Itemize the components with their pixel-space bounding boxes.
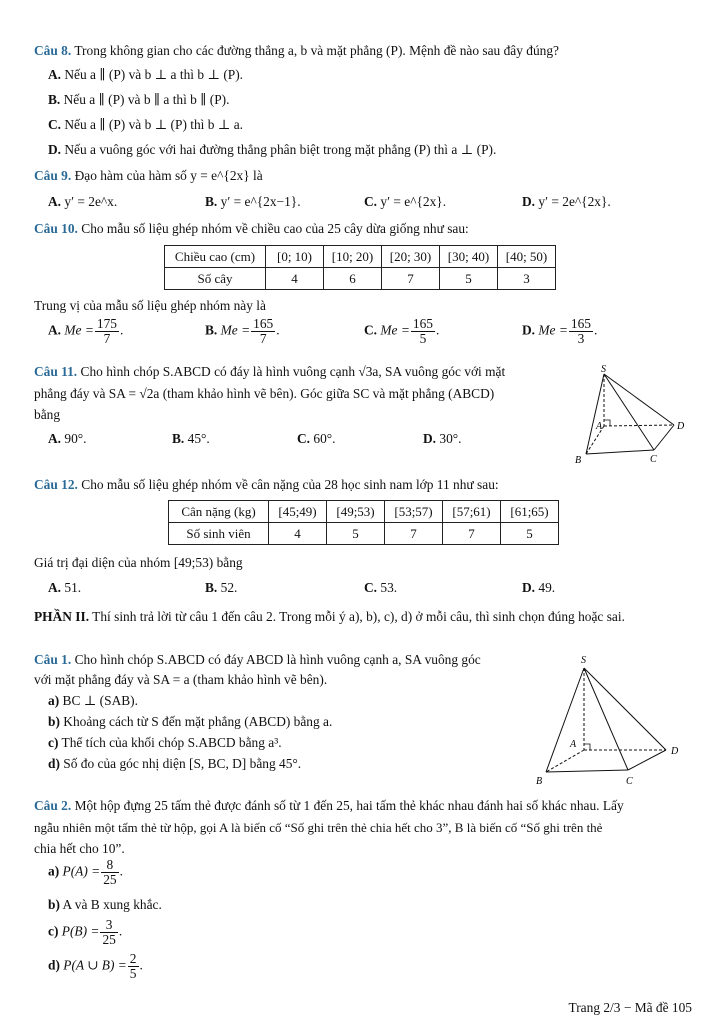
label-C: C bbox=[626, 776, 633, 787]
option-label: D. bbox=[48, 142, 62, 157]
q11-option-c[interactable] bbox=[297, 430, 335, 447]
q11-text-line1: Cho hình chóp S.ABCD có đáy là hình vuông cạnh √3a, SA vuông góc với mặt bbox=[80, 364, 506, 379]
label-D: D bbox=[671, 746, 679, 757]
option-text: Nếu a vuông góc với hai đường thẳng phân biệt trong mặt phẳng (P) thì a ⊥ (P). bbox=[64, 142, 497, 157]
edge-SC bbox=[584, 668, 628, 770]
table-cell: 7 bbox=[443, 523, 501, 545]
option-label: D. bbox=[423, 431, 437, 446]
table-cell: [45;49) bbox=[269, 501, 327, 523]
table-header-cell: Cân nặng (kg) bbox=[169, 501, 269, 523]
option-text: Nếu a ∥ (P) và b ⊥ a thì b ⊥ (P). bbox=[64, 67, 244, 82]
denominator: 25 bbox=[102, 932, 116, 947]
option-text: y′ = 2e^x. bbox=[64, 194, 118, 209]
part2-heading bbox=[34, 608, 625, 625]
option-label: A. bbox=[48, 580, 62, 595]
table-cell: [10; 20) bbox=[324, 246, 382, 268]
q9-option-b[interactable] bbox=[205, 193, 301, 210]
q8-option-b[interactable] bbox=[48, 91, 229, 108]
q8-option-a[interactable] bbox=[48, 66, 243, 83]
denominator: 7 bbox=[103, 331, 111, 346]
p2q2-line1 bbox=[34, 797, 624, 814]
q12-prompt: Giá trị đại diện của nhóm [49;53) bằng bbox=[34, 555, 243, 570]
fraction bbox=[128, 952, 139, 981]
p2q1-item-a[interactable] bbox=[48, 692, 138, 709]
q11-line2: phẳng đáy và SA = √2a (tham khảo hình vẽ bên). Góc giữa SC và mặt phẳng (ABCD) bbox=[34, 386, 495, 401]
p2q1-pyramid-figure bbox=[528, 652, 688, 792]
item-lhs: P(A) = bbox=[62, 863, 101, 879]
table-cell: 5 bbox=[440, 268, 498, 290]
table-row bbox=[169, 501, 559, 523]
edge-SD bbox=[604, 374, 674, 425]
fraction bbox=[569, 317, 593, 346]
q10-table bbox=[164, 245, 556, 290]
option-label: C. bbox=[297, 431, 311, 446]
option-text: 60°. bbox=[313, 431, 336, 446]
p2q2-text-line1: Một hộp đựng 25 tấm thẻ được đánh số từ 1 đến 25, hai tấm thẻ khác nhau đánh hai số khác nhau. Lấy bbox=[74, 798, 624, 813]
edge-SB bbox=[546, 668, 584, 772]
p2q2-label: Câu 2. bbox=[34, 798, 72, 813]
edge-CD bbox=[654, 425, 674, 450]
q9-text: Đạo hàm của hàm số y = e^{2x} là bbox=[74, 168, 263, 183]
q11-line3: bằng bbox=[34, 407, 61, 422]
q8-text: Trong không gian cho các đường thẳng a, b và mặt phẳng (P). Mệnh đề nào sau đây đúng? bbox=[74, 43, 559, 58]
denominator: 5 bbox=[129, 966, 137, 981]
table-header-cell: Số cây bbox=[165, 268, 266, 290]
option-label: A. bbox=[48, 431, 62, 446]
item-label: c) bbox=[48, 923, 59, 939]
p2q2-line3: chia hết cho 10”. bbox=[34, 841, 125, 856]
p2q2-item-b[interactable] bbox=[48, 896, 162, 913]
option-label: A. bbox=[48, 322, 62, 338]
q11-option-b[interactable] bbox=[172, 430, 210, 447]
denominator: 7 bbox=[259, 331, 267, 346]
p2q1-line1 bbox=[34, 651, 481, 668]
table-header-cell: Số sinh viên bbox=[169, 523, 269, 545]
numerator: 8 bbox=[101, 858, 118, 873]
q11-option-d[interactable] bbox=[423, 430, 461, 447]
option-lhs: Me = bbox=[380, 322, 410, 338]
q10-text: Cho mẫu số liệu ghép nhóm về chiều cao của 25 cây dừa giống như sau: bbox=[81, 221, 469, 236]
p2q2-line2: ngẫu nhiên một tấm thẻ từ hộp, gọi A là biến cố “Số ghi trên thẻ chia hết cho 3”, B là biến cố “Số ghi trên thẻ bbox=[34, 820, 603, 835]
fraction bbox=[251, 317, 275, 346]
q10-label: Câu 10. bbox=[34, 221, 78, 236]
numerator: 165 bbox=[253, 316, 274, 331]
option-label: A. bbox=[48, 67, 62, 82]
q11-pyramid-figure bbox=[570, 362, 690, 467]
edge-SC bbox=[604, 374, 654, 450]
option-text: Nếu a ∥ (P) và b ∥ a thì b ∥ (P). bbox=[63, 92, 230, 107]
q12-text: Cho mẫu số liệu ghép nhóm về cân nặng của 28 học sinh nam lớp 11 như sau: bbox=[81, 477, 499, 492]
q12-option-b[interactable] bbox=[205, 579, 237, 596]
denominator: 5 bbox=[419, 331, 427, 346]
q10-prompt: Trung vị của mẫu số liệu ghép nhóm này là bbox=[34, 298, 266, 313]
table-cell: 5 bbox=[327, 523, 385, 545]
label-D: D bbox=[677, 421, 685, 432]
option-lhs: Me = bbox=[538, 322, 568, 338]
numerator: 3 bbox=[100, 918, 117, 933]
table-cell: [0; 10) bbox=[266, 246, 324, 268]
option-label: C. bbox=[364, 580, 378, 595]
edge-CD bbox=[628, 750, 666, 770]
fraction bbox=[100, 918, 117, 947]
q9-option-d[interactable] bbox=[522, 193, 611, 210]
label-A: A bbox=[570, 739, 577, 750]
table-cell: [20; 30) bbox=[382, 246, 440, 268]
table-cell: [30; 40) bbox=[440, 246, 498, 268]
edge-SB bbox=[586, 374, 604, 454]
option-text: 51. bbox=[64, 580, 82, 595]
table-cell: [61;65) bbox=[501, 501, 559, 523]
part2-label: PHẦN II. bbox=[34, 609, 90, 624]
option-label: B. bbox=[205, 580, 218, 595]
label-S: S bbox=[581, 655, 586, 666]
table-header-cell: Chiều cao (cm) bbox=[165, 246, 266, 268]
table-cell: 4 bbox=[269, 523, 327, 545]
item-text: Khoảng cách từ S đến mặt phẳng (ABCD) bằng a. bbox=[63, 714, 333, 729]
option-text: y′ = e^{2x−1}. bbox=[220, 194, 301, 209]
option-text: 90°. bbox=[64, 431, 87, 446]
item-label: a) bbox=[48, 863, 60, 879]
item-label: d) bbox=[48, 957, 60, 973]
q11-option-a[interactable] bbox=[48, 430, 86, 447]
table-cell: 7 bbox=[382, 268, 440, 290]
edge-AB bbox=[546, 750, 584, 772]
right-angle-mark bbox=[604, 420, 610, 426]
item-text: Số đo của góc nhị diện [S, BC, D] bằng 45°. bbox=[63, 756, 302, 771]
q12-table bbox=[168, 500, 559, 545]
q12-stem bbox=[34, 476, 499, 493]
fraction bbox=[411, 317, 435, 346]
item-label: a) bbox=[48, 693, 60, 708]
edge-BC bbox=[546, 770, 628, 772]
p2q2-item-c[interactable]: c) P(B) = $\frac{3}{25}$ . bbox=[48, 917, 123, 947]
option-lhs: Me = bbox=[64, 322, 94, 338]
right-angle-mark bbox=[584, 744, 590, 750]
option-label: B. bbox=[205, 322, 218, 338]
p2q1-line2: với mặt phẳng đáy và SA = a (tham khảo hình vẽ bên). bbox=[34, 672, 328, 687]
edge-BC bbox=[586, 450, 654, 454]
option-label: C. bbox=[48, 117, 62, 132]
item-text: Thể tích của khối chóp S.ABCD bằng a³. bbox=[61, 735, 282, 750]
item-lhs: P(B) = bbox=[61, 923, 100, 939]
page-footer: Trang 2/3 − Mã đề 105 bbox=[568, 1000, 692, 1015]
p2q1-item-c[interactable] bbox=[48, 734, 282, 751]
q12-option-c[interactable] bbox=[364, 579, 397, 596]
q9-option-a[interactable] bbox=[48, 193, 117, 210]
option-text: Nếu a ∥ (P) và b ⊥ (P) thì b ⊥ a. bbox=[64, 117, 244, 132]
item-text: A và B xung khắc. bbox=[62, 897, 162, 912]
numerator: 175 bbox=[96, 316, 117, 331]
label-B: B bbox=[575, 455, 582, 466]
p2q1-item-b[interactable] bbox=[48, 713, 332, 730]
p2q1-item-d[interactable] bbox=[48, 755, 301, 772]
q10-option-c[interactable]: C. Me = $\frac{165}{5}$ . bbox=[364, 316, 440, 346]
table-cell: 6 bbox=[324, 268, 382, 290]
p2q1-text-line1: Cho hình chóp S.ABCD có đáy ABCD là hình vuông cạnh a, SA vuông góc bbox=[74, 652, 481, 667]
option-label: B. bbox=[205, 194, 218, 209]
q12-option-d[interactable] bbox=[522, 579, 555, 596]
label-B: B bbox=[536, 776, 543, 787]
edge-AD bbox=[604, 425, 674, 426]
option-text: y′ = e^{2x}. bbox=[380, 194, 447, 209]
part2-text: Thí sinh trả lời từ câu 1 đến câu 2. Trong mỗi ý a), b), c), d) ở mỗi câu, thì sinh chọn đúng hoặc sai. bbox=[92, 609, 625, 624]
option-text: 52. bbox=[220, 580, 238, 595]
table-cell: 5 bbox=[501, 523, 559, 545]
fraction bbox=[101, 858, 118, 887]
q8-option-c[interactable] bbox=[48, 116, 243, 133]
p2q1-label: Câu 1. bbox=[34, 652, 72, 667]
q8-option-d[interactable] bbox=[48, 141, 496, 158]
q12-option-a[interactable] bbox=[48, 579, 81, 596]
q10-stem bbox=[34, 220, 469, 237]
numerator: 165 bbox=[570, 316, 591, 331]
denominator: 3 bbox=[577, 331, 585, 346]
q10-option-d[interactable]: D. Me = $\frac{165}{3}$ . bbox=[522, 316, 598, 346]
q10-option-b[interactable]: B. Me = $\frac{165}{7}$ . bbox=[205, 316, 280, 346]
option-label: C. bbox=[364, 194, 378, 209]
table-row bbox=[169, 523, 559, 545]
table-cell: [49;53) bbox=[327, 501, 385, 523]
option-label: D. bbox=[522, 322, 536, 338]
q11-line1 bbox=[34, 363, 505, 380]
numerator: 165 bbox=[412, 316, 433, 331]
item-label: d) bbox=[48, 756, 60, 771]
table-cell: 4 bbox=[266, 268, 324, 290]
item-label: b) bbox=[48, 714, 60, 729]
option-text: 30°. bbox=[439, 431, 462, 446]
option-label: D. bbox=[522, 194, 536, 209]
table-cell: [53;57) bbox=[385, 501, 443, 523]
q8-stem bbox=[34, 42, 559, 59]
table-cell: [57;61) bbox=[443, 501, 501, 523]
denominator: 25 bbox=[103, 872, 117, 887]
numerator: 2 bbox=[129, 951, 137, 966]
label-S: S bbox=[601, 364, 606, 375]
option-text: 45°. bbox=[187, 431, 210, 446]
option-label: B. bbox=[48, 92, 61, 107]
option-label: B. bbox=[172, 431, 185, 446]
p2q2-item-d[interactable]: d) P(A ∪ B) = $\frac{2}{5}$ . bbox=[48, 951, 143, 981]
label-C: C bbox=[650, 454, 657, 465]
label-A: A bbox=[596, 421, 603, 432]
item-text: BC ⊥ (SAB). bbox=[62, 693, 138, 708]
table-cell: 7 bbox=[385, 523, 443, 545]
table-cell: [40; 50) bbox=[498, 246, 556, 268]
option-label: C. bbox=[364, 322, 378, 338]
option-label: D. bbox=[522, 580, 536, 595]
q9-label: Câu 9. bbox=[34, 168, 72, 183]
option-text: 53. bbox=[380, 580, 398, 595]
q12-label: Câu 12. bbox=[34, 477, 78, 492]
q9-option-c[interactable] bbox=[364, 193, 446, 210]
edge-SD bbox=[584, 668, 666, 750]
q11-label: Câu 11. bbox=[34, 364, 78, 379]
option-label: A. bbox=[48, 194, 62, 209]
table-cell: 3 bbox=[498, 268, 556, 290]
p2q2-item-a[interactable]: a) P(A) = $\frac{8}{25}$ . bbox=[48, 857, 123, 887]
table-row bbox=[165, 246, 556, 268]
table-row bbox=[165, 268, 556, 290]
item-lhs: P(A ∪ B) = bbox=[63, 957, 127, 973]
fraction bbox=[95, 317, 119, 346]
item-label: b) bbox=[48, 897, 60, 912]
option-lhs: Me = bbox=[220, 322, 251, 338]
q8-label: Câu 8. bbox=[34, 43, 72, 58]
q10-option-a[interactable]: A. Me = $\frac{175}{7}$ . bbox=[48, 316, 124, 346]
item-label: c) bbox=[48, 735, 59, 750]
option-text: 49. bbox=[538, 580, 556, 595]
q9-stem bbox=[34, 167, 263, 184]
option-text: y′ = 2e^{2x}. bbox=[538, 194, 611, 209]
